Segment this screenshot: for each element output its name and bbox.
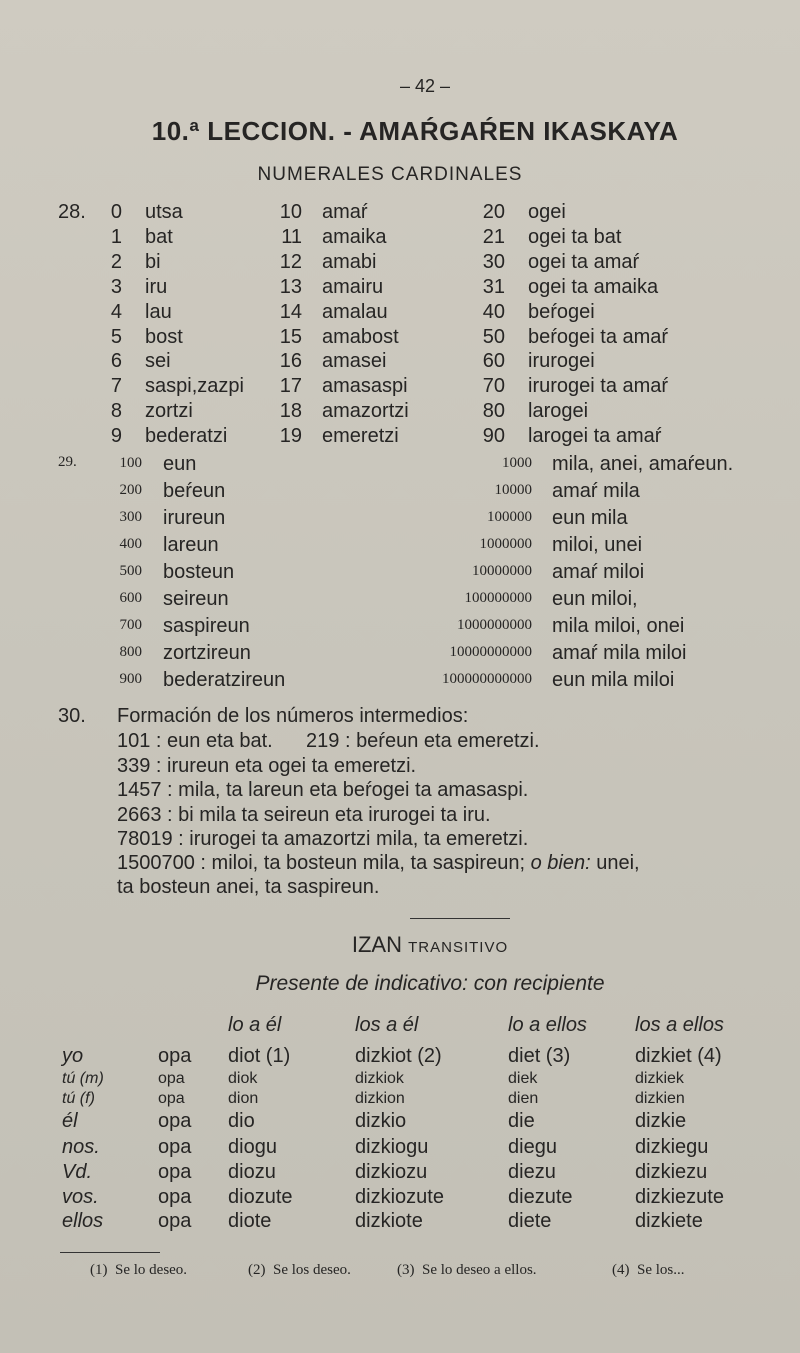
numeral: 1000 xyxy=(502,455,532,471)
izan-small-caps: TRANSITIVO xyxy=(408,939,509,956)
basque-word: seireun xyxy=(163,588,229,610)
basque-word: lau xyxy=(145,300,172,323)
verb-form: dizkien xyxy=(635,1090,685,1107)
basque-word: larogei ta amaŕ xyxy=(528,425,662,448)
basque-word: amaŕ xyxy=(322,201,368,223)
numeral: 9 xyxy=(110,425,122,448)
verb-form: diote xyxy=(228,1210,272,1232)
section-30-label: 30. xyxy=(58,705,86,727)
verb-form: diezu xyxy=(508,1161,556,1183)
numeral: 2 xyxy=(110,250,122,273)
verb-form: dizkiogu xyxy=(355,1136,429,1158)
pronoun: él xyxy=(62,1110,78,1132)
footnote: (2) Se los deseo. xyxy=(248,1262,351,1278)
numeral: 14 xyxy=(279,300,302,323)
basque-word: amalau xyxy=(322,300,388,323)
verb-form: diozute xyxy=(228,1186,293,1208)
basque-word: eun mila xyxy=(552,507,628,529)
example-line: 339 : irureun eta ogei ta emeretzi. xyxy=(117,754,417,777)
pronoun: Vd. xyxy=(62,1161,93,1183)
basque-word: amasei xyxy=(322,350,387,373)
section-29-label: 29. xyxy=(58,454,77,470)
basque-word: amazortzi xyxy=(322,400,409,423)
verb: opa xyxy=(158,1136,192,1158)
numeral: 21 xyxy=(482,225,505,248)
numeral: 80 xyxy=(482,400,505,423)
basque-word: irureun xyxy=(163,507,226,529)
numeral: 7 xyxy=(110,375,122,398)
example-text: unei, xyxy=(590,852,640,874)
basque-word: eun mila miloi xyxy=(552,669,675,691)
izan-word: IZAN xyxy=(351,932,402,957)
basque-word: utsa xyxy=(145,201,183,223)
numeral: 17 xyxy=(279,375,302,398)
presente-heading: Presente de indicativo: con recipiente xyxy=(255,972,605,995)
numeral: 5 xyxy=(110,325,122,348)
basque-word: bederatzi xyxy=(145,425,228,448)
numeral: 60 xyxy=(482,350,505,373)
column-header: los a él xyxy=(355,1014,419,1036)
verb: opa xyxy=(158,1070,185,1087)
basque-word: eun xyxy=(163,453,197,475)
basque-word: bat xyxy=(145,225,173,248)
verb-form: dizkiozute xyxy=(355,1186,444,1208)
verb-form: dizkiozu xyxy=(355,1161,428,1183)
numeral: 15 xyxy=(279,325,302,348)
numeral: 100000 xyxy=(487,509,532,525)
basque-word: bederatzireun xyxy=(163,669,286,691)
basque-word: amaŕ mila miloi xyxy=(552,642,687,664)
basque-word: zortzi xyxy=(145,400,193,423)
lesson-title: 10.ª LECCION. - AMAŔGAŔEN IKASKAYA xyxy=(151,116,679,146)
basque-word: ogei ta amaika xyxy=(528,275,659,298)
verb-form: dion xyxy=(228,1090,259,1107)
numeral: 10 xyxy=(279,201,302,223)
column-header: lo a él xyxy=(228,1014,282,1036)
example-line: 78019 : irurogei ta amazortzi mila, ta emeretzi. xyxy=(117,828,529,850)
numeral: 90 xyxy=(482,425,505,448)
basque-word: bi xyxy=(145,250,161,273)
basque-word: ogei ta amaŕ xyxy=(528,250,640,273)
basque-word: amasaspi xyxy=(322,375,408,398)
verb-form: diet (3) xyxy=(508,1045,571,1067)
numeral: 1 xyxy=(110,225,122,248)
column-header: lo a ellos xyxy=(508,1014,587,1036)
footnote: (3) Se lo deseo a ellos. xyxy=(397,1262,537,1278)
pronoun: yo xyxy=(62,1045,84,1067)
numeral: 3 xyxy=(110,275,122,298)
verb-form: dizkiezute xyxy=(635,1186,724,1208)
numeral: 1000000000 xyxy=(457,617,532,633)
example-line xyxy=(117,852,640,875)
example-text: 1500700 : miloi, ta bosteun mila, ta saspireun; xyxy=(117,852,531,874)
verb-form: diek xyxy=(508,1070,538,1087)
section-30-heading: Formación de los números intermedios: xyxy=(117,705,469,727)
verb-form: dizkiet (4) xyxy=(635,1045,722,1067)
verb-form: dizkiok xyxy=(355,1070,404,1087)
basque-word: ogei xyxy=(528,201,566,223)
page-number: – 42 – xyxy=(399,76,451,96)
divider xyxy=(410,918,510,919)
numeral: 900 xyxy=(119,671,142,687)
numeral: 100000000 xyxy=(464,590,532,606)
verb-form: dizkiete xyxy=(635,1210,703,1232)
basque-word: iru xyxy=(145,275,168,298)
basque-word: amabost xyxy=(322,325,399,348)
verb-form: diozu xyxy=(228,1161,276,1183)
numeral: 16 xyxy=(279,350,302,373)
verb: opa xyxy=(158,1090,185,1107)
verb: opa xyxy=(158,1161,192,1183)
numeral: 50 xyxy=(482,325,505,348)
numeral: 400 xyxy=(119,536,142,552)
numeral: 200 xyxy=(119,482,142,498)
numeral: 100 xyxy=(119,455,142,471)
basque-word: amairu xyxy=(322,275,384,298)
basque-word: mila miloi, onei xyxy=(552,615,685,637)
pronoun: nos. xyxy=(62,1136,100,1158)
basque-word: bosteun xyxy=(163,561,235,583)
basque-word: emeretzi xyxy=(322,425,399,448)
footnote: (4) Se los... xyxy=(612,1262,685,1278)
verb-form: dizkion xyxy=(355,1090,405,1107)
basque-word: miloi, unei xyxy=(552,534,643,556)
example-line: 101 : eun eta bat. 219 : beŕeun eta emeretzi. xyxy=(117,730,540,752)
verb: opa xyxy=(158,1210,192,1232)
numeral: 300 xyxy=(119,509,142,525)
basque-word: lareun xyxy=(163,534,219,556)
basque-word: irurogei xyxy=(528,350,595,373)
numeral: 20 xyxy=(482,201,505,223)
numeral: 40 xyxy=(482,300,505,323)
numeral: 600 xyxy=(119,590,142,606)
footnote-divider xyxy=(60,1252,160,1253)
basque-word: amaŕ miloi xyxy=(552,561,645,583)
numeral: 30 xyxy=(482,250,505,273)
example-line: 1457 : mila, ta lareun eta beŕogei ta amasaspi. xyxy=(117,779,529,801)
basque-word: bost xyxy=(145,325,183,348)
verb-form: diete xyxy=(508,1210,552,1232)
basque-word: amaika xyxy=(322,225,387,248)
basque-word: eun miloi, xyxy=(552,588,638,610)
example-line: ta bosteun anei, ta saspireun. xyxy=(117,876,380,898)
basque-word: beŕogei ta amaŕ xyxy=(528,325,669,348)
numeral: 10000000 xyxy=(472,563,532,579)
example-italic: o bien: xyxy=(530,852,591,874)
basque-word: sei xyxy=(145,350,171,373)
numeral: 70 xyxy=(482,375,505,398)
verb-form: dizkiek xyxy=(635,1070,684,1087)
verb: opa xyxy=(158,1186,192,1208)
verb: opa xyxy=(158,1110,192,1132)
verb-form: diezute xyxy=(508,1186,573,1208)
verb-form: dizkio xyxy=(355,1110,407,1132)
numeral: 10000000000 xyxy=(449,644,532,660)
basque-word: zortzireun xyxy=(163,642,251,664)
verb-form: diok xyxy=(228,1070,258,1087)
footnote: (1) Se lo deseo. xyxy=(90,1262,188,1278)
numeral: 6 xyxy=(110,350,122,373)
basque-word: ogei ta bat xyxy=(528,225,622,248)
izan-heading xyxy=(0,932,800,958)
numeral: 500 xyxy=(119,563,142,579)
verb-form: dio xyxy=(228,1110,255,1132)
column-header: los a ellos xyxy=(635,1014,724,1036)
basque-word: larogei xyxy=(528,400,589,423)
verb-form: dizkiegu xyxy=(635,1136,709,1158)
numeral: 0 xyxy=(110,201,122,223)
pronoun: vos. xyxy=(62,1186,99,1208)
verb-form: die xyxy=(508,1110,535,1132)
verb-form: diogu xyxy=(228,1136,277,1158)
numeral: 11 xyxy=(281,225,302,248)
pronoun: tú (f) xyxy=(62,1090,95,1107)
verb-form: dizkiot (2) xyxy=(355,1045,442,1067)
basque-word: amabi xyxy=(322,250,377,273)
numeral: 13 xyxy=(279,275,302,298)
pronoun: ellos xyxy=(62,1210,104,1232)
basque-word: beŕogei xyxy=(528,300,595,323)
section-subtitle: NUMERALES CARDINALES xyxy=(257,164,523,185)
numeral: 12 xyxy=(279,250,302,273)
basque-word: saspireun xyxy=(163,615,250,637)
numeral: 100000000000 xyxy=(442,671,532,687)
verb-form: dizkiezu xyxy=(635,1161,708,1183)
numeral: 10000 xyxy=(494,482,532,498)
numeral: 31 xyxy=(482,275,505,298)
numeral: 4 xyxy=(110,300,122,323)
verb-form: dizkie xyxy=(635,1110,687,1132)
numeral: 18 xyxy=(279,400,302,423)
verb-form: dien xyxy=(508,1090,539,1107)
basque-word: irurogei ta amaŕ xyxy=(528,375,669,398)
numeral: 19 xyxy=(279,425,302,448)
numeral: 700 xyxy=(119,617,142,633)
numeral: 1000000 xyxy=(479,536,532,552)
verb-form: diegu xyxy=(508,1136,557,1158)
basque-word: amaŕ mila xyxy=(552,480,640,502)
basque-word: saspi,zazpi xyxy=(145,375,244,398)
numeral: 800 xyxy=(119,644,142,660)
pronoun: tú (m) xyxy=(62,1070,104,1087)
numeral: 8 xyxy=(110,400,122,423)
verb: opa xyxy=(158,1045,192,1067)
basque-word: mila, anei, amaŕeun. xyxy=(552,453,734,475)
verb-form: dizkiote xyxy=(355,1210,423,1232)
section-28-label: 28. xyxy=(58,201,86,223)
example-line: 2663 : bi mila ta seireun eta irurogei ta iru. xyxy=(117,803,491,826)
basque-word: beŕeun xyxy=(163,480,226,502)
verb-form: diot (1) xyxy=(228,1045,291,1067)
